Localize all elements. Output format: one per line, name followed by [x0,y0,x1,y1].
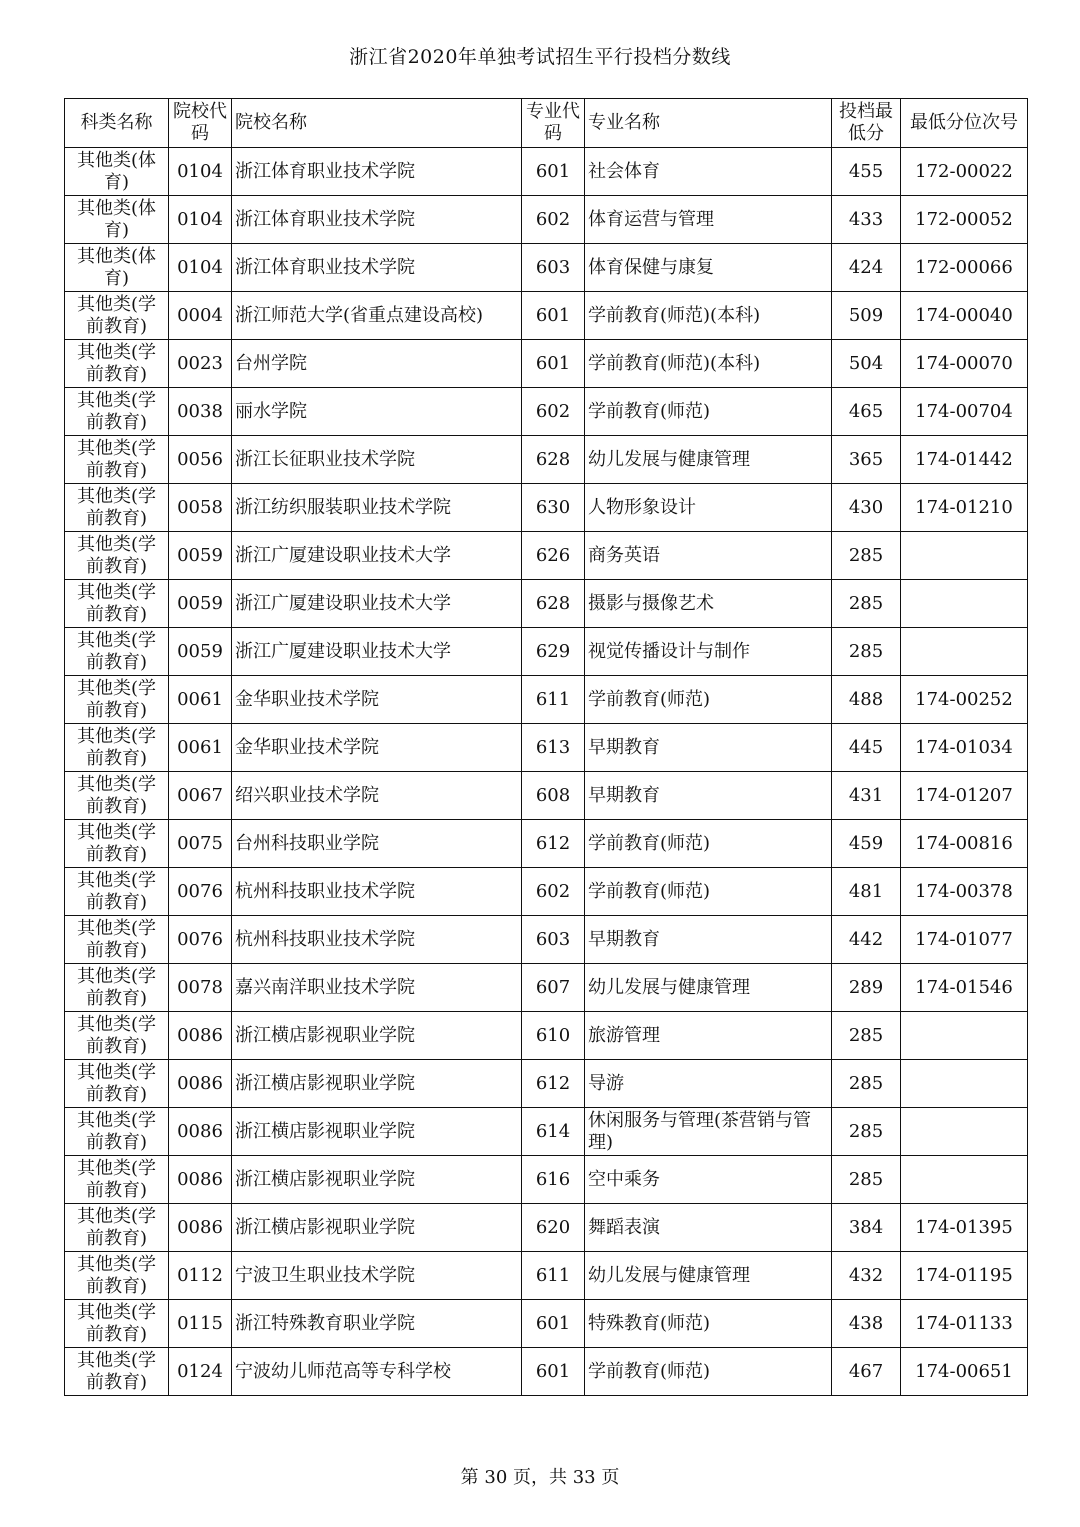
cell-min-score: 285 [832,628,901,676]
cell-min-rank [901,1012,1028,1060]
cell-min-score: 432 [832,1252,901,1300]
cell-major-name: 旅游管理 [585,1012,832,1060]
cell-school-code: 0086 [169,1204,232,1252]
page-title: 浙江省2020年单独考试招生平行投档分数线 [349,46,731,68]
cell-category: 其他类(学前教育) [65,340,169,388]
cell-school-name: 宁波卫生职业技术学院 [232,1252,522,1300]
cell-min-score: 365 [832,436,901,484]
header-major-code: 专业代码 [522,99,585,148]
table-row [65,436,1028,484]
cell-category: 其他类(体育) [65,148,169,196]
table-row [65,1060,1028,1108]
cell-major-code: 613 [522,724,585,772]
cell-min-score: 424 [832,244,901,292]
header-school-code: 院校代码 [169,99,232,148]
cell-category: 其他类(学前教育) [65,1300,169,1348]
cell-major-name: 商务英语 [585,532,832,580]
table-row [65,628,1028,676]
cell-major-code: 616 [522,1156,585,1204]
cell-school-code: 0061 [169,724,232,772]
cell-major-name: 体育保健与康复 [585,244,832,292]
cell-min-rank: 174-01034 [901,724,1028,772]
header-category: 科类名称 [65,99,169,148]
cell-school-code: 0124 [169,1348,232,1396]
cell-min-rank [901,628,1028,676]
cell-major-name: 早期教育 [585,916,832,964]
cell-major-code: 626 [522,532,585,580]
cell-min-score: 285 [832,532,901,580]
header-min-rank: 最低分位次号 [901,99,1028,148]
cell-category: 其他类(学前教育) [65,820,169,868]
cell-category: 其他类(学前教育) [65,964,169,1012]
cell-category: 其他类(学前教育) [65,916,169,964]
header-row [65,99,1028,148]
cell-school-code: 0056 [169,436,232,484]
cell-major-code: 601 [522,1348,585,1396]
cell-min-score: 430 [832,484,901,532]
cell-min-rank: 174-00040 [901,292,1028,340]
cell-school-code: 0059 [169,532,232,580]
cell-major-name: 学前教育(师范) [585,388,832,436]
table-row [65,1348,1028,1396]
cell-major-code: 611 [522,1252,585,1300]
cell-school-name: 浙江横店影视职业学院 [232,1012,522,1060]
cell-category: 其他类(学前教育) [65,292,169,340]
cell-school-name: 杭州科技职业技术学院 [232,916,522,964]
table-row [65,484,1028,532]
cell-min-score: 488 [832,676,901,724]
cell-min-rank: 174-01395 [901,1204,1028,1252]
cell-min-rank: 172-00022 [901,148,1028,196]
cell-school-code: 0086 [169,1012,232,1060]
cell-school-name: 丽水学院 [232,388,522,436]
cell-school-code: 0061 [169,676,232,724]
cell-school-code: 0104 [169,196,232,244]
cell-min-score: 285 [832,1108,901,1156]
cell-min-score: 289 [832,964,901,1012]
cell-min-rank: 174-01133 [901,1300,1028,1348]
cell-min-rank [901,580,1028,628]
cell-major-code: 602 [522,196,585,244]
table-body [65,148,1028,1396]
cell-min-rank: 174-00070 [901,340,1028,388]
cell-school-name: 宁波幼儿师范高等专科学校 [232,1348,522,1396]
table-row [65,244,1028,292]
cell-major-name: 舞蹈表演 [585,1204,832,1252]
cell-school-name: 浙江横店影视职业学院 [232,1204,522,1252]
cell-min-score: 509 [832,292,901,340]
cell-school-name: 浙江纺织服装职业技术学院 [232,484,522,532]
cell-min-score: 455 [832,148,901,196]
cell-school-name: 浙江体育职业技术学院 [232,244,522,292]
table-header [65,99,1028,148]
cell-min-score: 459 [832,820,901,868]
cell-min-rank: 174-01195 [901,1252,1028,1300]
header-school-name: 院校名称 [232,99,522,148]
cell-school-code: 0058 [169,484,232,532]
cell-major-name: 导游 [585,1060,832,1108]
cell-school-name: 浙江长征职业技术学院 [232,436,522,484]
cell-min-rank: 174-00704 [901,388,1028,436]
cell-min-score: 431 [832,772,901,820]
cell-school-name: 嘉兴南洋职业技术学院 [232,964,522,1012]
cell-school-name: 浙江特殊教育职业学院 [232,1300,522,1348]
table-row [65,916,1028,964]
table-row [65,292,1028,340]
cell-min-score: 285 [832,1060,901,1108]
cell-major-code: 614 [522,1108,585,1156]
cell-school-code: 0067 [169,772,232,820]
cell-school-name: 浙江体育职业技术学院 [232,148,522,196]
score-table [64,98,1028,1396]
cell-major-name: 学前教育(师范) [585,676,832,724]
cell-min-score: 504 [832,340,901,388]
cell-category: 其他类(学前教育) [65,676,169,724]
cell-school-name: 浙江横店影视职业学院 [232,1156,522,1204]
cell-major-name: 学前教育(师范)(本科) [585,292,832,340]
cell-school-name: 浙江广厦建设职业技术大学 [232,532,522,580]
cell-category: 其他类(学前教育) [65,1060,169,1108]
cell-school-code: 0076 [169,916,232,964]
table-row [65,1204,1028,1252]
cell-min-rank: 172-00066 [901,244,1028,292]
cell-min-score: 442 [832,916,901,964]
cell-min-rank: 174-00816 [901,820,1028,868]
cell-school-name: 浙江体育职业技术学院 [232,196,522,244]
cell-major-code: 602 [522,868,585,916]
cell-category: 其他类(体育) [65,244,169,292]
cell-major-code: 603 [522,244,585,292]
cell-min-rank: 174-00651 [901,1348,1028,1396]
cell-major-code: 628 [522,436,585,484]
cell-major-code: 629 [522,628,585,676]
cell-category: 其他类(学前教育) [65,1348,169,1396]
cell-min-rank: 174-01210 [901,484,1028,532]
cell-school-name: 浙江广厦建设职业技术大学 [232,628,522,676]
cell-category: 其他类(学前教育) [65,1252,169,1300]
cell-school-code: 0086 [169,1108,232,1156]
cell-major-code: 601 [522,148,585,196]
table-row [65,772,1028,820]
cell-major-name: 人物形象设计 [585,484,832,532]
cell-category: 其他类(学前教育) [65,772,169,820]
cell-category: 其他类(学前教育) [65,1012,169,1060]
cell-school-code: 0059 [169,580,232,628]
cell-min-rank: 174-01442 [901,436,1028,484]
table-row [65,868,1028,916]
cell-category: 其他类(学前教育) [65,1108,169,1156]
cell-major-name: 早期教育 [585,724,832,772]
cell-major-code: 601 [522,292,585,340]
cell-school-code: 0076 [169,868,232,916]
table-row [65,1300,1028,1348]
cell-major-name: 空中乘务 [585,1156,832,1204]
cell-school-code: 0023 [169,340,232,388]
cell-min-rank: 174-01207 [901,772,1028,820]
cell-min-score: 384 [832,1204,901,1252]
cell-major-name: 幼儿发展与健康管理 [585,964,832,1012]
cell-category: 其他类(学前教育) [65,580,169,628]
cell-major-name: 学前教育(师范)(本科) [585,340,832,388]
table-row [65,820,1028,868]
cell-major-name: 社会体育 [585,148,832,196]
cell-min-rank: 172-00052 [901,196,1028,244]
cell-min-rank: 174-01077 [901,916,1028,964]
cell-min-rank: 174-00252 [901,676,1028,724]
cell-school-code: 0078 [169,964,232,1012]
table-row [65,1252,1028,1300]
cell-major-name: 学前教育(师范) [585,868,832,916]
cell-school-code: 0075 [169,820,232,868]
cell-min-rank: 174-00378 [901,868,1028,916]
cell-major-code: 602 [522,388,585,436]
cell-major-code: 630 [522,484,585,532]
cell-min-score: 433 [832,196,901,244]
cell-major-code: 611 [522,676,585,724]
cell-min-rank [901,532,1028,580]
cell-school-code: 0059 [169,628,232,676]
cell-school-code: 0104 [169,244,232,292]
cell-major-name: 幼儿发展与健康管理 [585,1252,832,1300]
cell-major-name: 休闲服务与管理(茶营销与管理) [585,1108,832,1156]
cell-major-code: 601 [522,340,585,388]
cell-min-rank: 174-01546 [901,964,1028,1012]
cell-major-code: 628 [522,580,585,628]
cell-category: 其他类(学前教育) [65,436,169,484]
cell-major-code: 620 [522,1204,585,1252]
cell-category: 其他类(学前教育) [65,1156,169,1204]
cell-min-rank [901,1108,1028,1156]
cell-major-code: 607 [522,964,585,1012]
cell-school-name: 金华职业技术学院 [232,724,522,772]
cell-school-name: 杭州科技职业技术学院 [232,868,522,916]
table-row [65,532,1028,580]
cell-school-code: 0104 [169,148,232,196]
cell-school-name: 浙江横店影视职业学院 [232,1060,522,1108]
cell-school-name: 浙江横店影视职业学院 [232,1108,522,1156]
page-number: 第 30 页，共 33 页 [460,1467,620,1488]
table-row [65,1108,1028,1156]
cell-min-score: 465 [832,388,901,436]
cell-school-name: 绍兴职业技术学院 [232,772,522,820]
cell-min-score: 481 [832,868,901,916]
header-min-score: 投档最低分 [832,99,901,148]
table-row [65,724,1028,772]
table-row [65,148,1028,196]
cell-category: 其他类(学前教育) [65,532,169,580]
cell-min-score: 467 [832,1348,901,1396]
cell-min-score: 285 [832,1012,901,1060]
cell-major-code: 608 [522,772,585,820]
table-row [65,1156,1028,1204]
cell-school-code: 0112 [169,1252,232,1300]
cell-school-name: 浙江广厦建设职业技术大学 [232,580,522,628]
cell-category: 其他类(学前教育) [65,868,169,916]
cell-major-code: 603 [522,916,585,964]
cell-major-code: 601 [522,1300,585,1348]
header-major-name: 专业名称 [585,99,832,148]
cell-min-rank [901,1060,1028,1108]
cell-min-score: 438 [832,1300,901,1348]
cell-category: 其他类(体育) [65,196,169,244]
cell-school-code: 0115 [169,1300,232,1348]
table-row [65,1012,1028,1060]
table-row [65,580,1028,628]
cell-major-code: 610 [522,1012,585,1060]
cell-category: 其他类(学前教育) [65,724,169,772]
cell-school-code: 0004 [169,292,232,340]
cell-school-name: 浙江师范大学(省重点建设高校) [232,292,522,340]
cell-major-name: 体育运营与管理 [585,196,832,244]
cell-major-code: 612 [522,1060,585,1108]
cell-major-name: 早期教育 [585,772,832,820]
cell-school-code: 0086 [169,1060,232,1108]
cell-category: 其他类(学前教育) [65,1204,169,1252]
cell-major-name: 幼儿发展与健康管理 [585,436,832,484]
cell-min-score: 285 [832,1156,901,1204]
table-row [65,196,1028,244]
cell-major-name: 学前教育(师范) [585,1348,832,1396]
table-row [65,964,1028,1012]
table-row [65,340,1028,388]
cell-school-code: 0086 [169,1156,232,1204]
cell-major-name: 视觉传播设计与制作 [585,628,832,676]
cell-school-name: 台州学院 [232,340,522,388]
table-row [65,676,1028,724]
cell-school-code: 0038 [169,388,232,436]
cell-major-name: 摄影与摄像艺术 [585,580,832,628]
cell-category: 其他类(学前教育) [65,484,169,532]
cell-school-name: 金华职业技术学院 [232,676,522,724]
cell-min-score: 445 [832,724,901,772]
cell-category: 其他类(学前教育) [65,628,169,676]
cell-category: 其他类(学前教育) [65,388,169,436]
cell-major-name: 学前教育(师范) [585,820,832,868]
cell-major-name: 特殊教育(师范) [585,1300,832,1348]
cell-min-score: 285 [832,580,901,628]
cell-min-rank [901,1156,1028,1204]
cell-major-code: 612 [522,820,585,868]
cell-school-name: 台州科技职业学院 [232,820,522,868]
table-row [65,388,1028,436]
